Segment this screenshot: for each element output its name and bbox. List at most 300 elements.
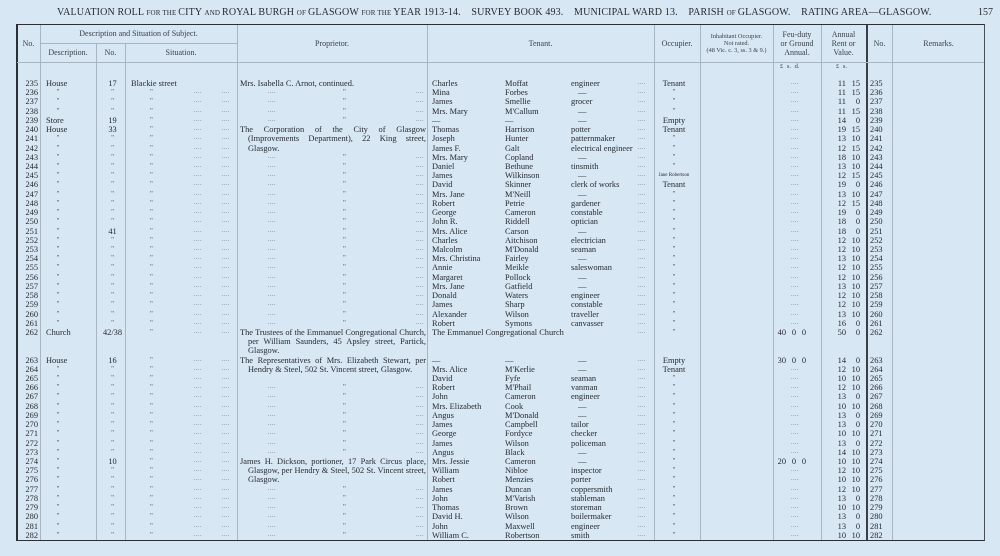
leader-dots: .... bbox=[638, 448, 646, 455]
proprietor: " bbox=[343, 521, 346, 530]
header-line: Annual. bbox=[784, 48, 810, 57]
tenant-occupation: clerk of works bbox=[571, 180, 620, 190]
table-row bbox=[0, 475, 1000, 484]
occupier: " bbox=[672, 244, 676, 253]
situation: " bbox=[150, 429, 153, 438]
tenant-surname: M'Phail bbox=[505, 383, 532, 393]
occupier: " bbox=[672, 512, 676, 521]
tenant-occupation: — bbox=[578, 152, 587, 162]
tenant-occupation: — bbox=[578, 401, 587, 411]
situation: " bbox=[150, 208, 153, 217]
occupier: " bbox=[672, 457, 676, 466]
leader-dots: .... bbox=[194, 402, 202, 409]
situation: " bbox=[150, 171, 153, 180]
rent-pounds: 10 bbox=[837, 457, 846, 467]
situation: " bbox=[150, 281, 153, 290]
description: " bbox=[56, 235, 60, 244]
proprietor: " bbox=[343, 208, 346, 217]
rent-pounds: 13 bbox=[837, 161, 846, 171]
rent-shillings: 0 bbox=[855, 493, 860, 503]
leader-dots: .... bbox=[638, 485, 646, 492]
feu-shillings: 0 bbox=[791, 327, 796, 337]
leader-dots: .... bbox=[194, 227, 202, 234]
entry-number-right: 252 bbox=[870, 235, 883, 245]
entry-number: 258 bbox=[25, 291, 38, 301]
leader-dots: .... bbox=[268, 236, 276, 243]
rent-pounds: 12 bbox=[837, 272, 846, 282]
table-row bbox=[0, 144, 1000, 153]
leader-dots: .... bbox=[416, 504, 424, 511]
leader-dots: .... bbox=[638, 328, 646, 335]
table-row bbox=[0, 310, 1000, 319]
leader-dots: .... bbox=[638, 504, 646, 511]
leader-dots: .... bbox=[194, 365, 202, 372]
entry-number: 263 bbox=[25, 355, 38, 365]
leader-dots: .... bbox=[222, 504, 230, 511]
feu-pounds: 40 bbox=[777, 327, 786, 337]
leader-dots: .... bbox=[222, 522, 230, 529]
leader-dots: .... bbox=[222, 421, 230, 428]
leader-dots: .... bbox=[638, 411, 646, 418]
leader-dots: .... bbox=[222, 430, 230, 437]
leader-dots: .... bbox=[194, 116, 202, 123]
tenant-occupation: — bbox=[578, 272, 587, 282]
leader-dots: .... bbox=[416, 107, 424, 114]
description: Church bbox=[46, 327, 71, 337]
description: " bbox=[56, 447, 60, 456]
proprietor: " bbox=[343, 171, 346, 180]
entry-number-right: 265 bbox=[870, 374, 883, 384]
tenant-occupation: — bbox=[578, 281, 587, 291]
tenant-surname: Black bbox=[505, 447, 525, 457]
leader-dots: .... bbox=[638, 264, 646, 271]
rent-shillings: 10 bbox=[851, 263, 860, 273]
tenant-occupation: checker bbox=[571, 429, 598, 439]
feu-pounds: 30 bbox=[777, 355, 786, 365]
tenant-occupation: canvasser bbox=[571, 318, 604, 328]
house-number: " bbox=[111, 475, 114, 484]
tenant-occupation: coppersmith bbox=[571, 484, 613, 494]
leader-dots: .... bbox=[638, 199, 646, 206]
leader-dots: .... bbox=[222, 218, 230, 225]
table-row bbox=[0, 392, 1000, 401]
rent-pounds: 11 bbox=[837, 106, 846, 116]
house-number: " bbox=[111, 466, 114, 475]
description: " bbox=[56, 318, 60, 327]
situation: " bbox=[150, 530, 153, 539]
tenant-first-name: Mrs. Mary bbox=[432, 106, 468, 116]
tenant-first-name: James bbox=[432, 171, 453, 181]
tenant-first-name: Mina bbox=[432, 88, 450, 98]
table-row bbox=[0, 263, 1000, 272]
leader-dots: .... bbox=[268, 485, 276, 492]
house-number: 19 bbox=[108, 115, 117, 125]
leader-dots: .... bbox=[268, 411, 276, 418]
leader-dots: .... bbox=[222, 144, 230, 151]
occupier: " bbox=[672, 327, 676, 336]
proprietor: " bbox=[343, 226, 346, 235]
entry-number: 281 bbox=[25, 521, 38, 531]
tenant-first-name: David bbox=[432, 374, 453, 384]
tenant-first-name: Annie bbox=[432, 263, 453, 273]
situation: " bbox=[150, 226, 153, 235]
description: " bbox=[56, 420, 60, 429]
description: " bbox=[56, 521, 60, 530]
table-row bbox=[0, 217, 1000, 226]
proprietor: " bbox=[343, 254, 346, 263]
tenant-occupation: vanman bbox=[571, 383, 598, 393]
header-description: Description. bbox=[48, 48, 88, 57]
tenant-surname: Aitchison bbox=[505, 235, 538, 245]
feu-duty: .... bbox=[791, 485, 799, 492]
occupier: " bbox=[672, 484, 676, 493]
header-tenant: Tenant. bbox=[528, 39, 553, 48]
feu-duty: .... bbox=[791, 402, 799, 409]
tenant-first-name: Robert bbox=[432, 198, 455, 208]
feu-pence: 0 bbox=[801, 457, 806, 467]
entry-number: 239 bbox=[25, 115, 38, 125]
leader-dots: .... bbox=[638, 522, 646, 529]
table-row bbox=[0, 300, 1000, 309]
title-segment: AND bbox=[204, 9, 223, 17]
entry-number-right: 268 bbox=[870, 401, 883, 411]
tenant-first-name: David H. bbox=[432, 512, 463, 522]
tenant-name: The Emmanuel Congregational Church bbox=[432, 327, 564, 337]
entry-number-right: 240 bbox=[870, 125, 883, 135]
leader-dots: .... bbox=[638, 190, 646, 197]
leader-dots: .... bbox=[416, 236, 424, 243]
proprietor: The Trustees of the Emmanuel Congregational Church, per William Saunders, 45 Apsley street, Partick, Glasgow. bbox=[240, 327, 426, 356]
tenant-occupation: potter bbox=[571, 125, 591, 135]
leader-dots: .... bbox=[416, 411, 424, 418]
proprietor: " bbox=[343, 115, 346, 124]
table-row bbox=[0, 327, 1000, 356]
entry-number-right: 282 bbox=[870, 530, 883, 540]
house-number: 42/38 bbox=[102, 327, 123, 337]
leader-dots: .... bbox=[222, 273, 230, 280]
table-row bbox=[0, 402, 1000, 411]
rent-pounds: 13 bbox=[837, 309, 846, 319]
rent-shillings: 15 bbox=[851, 143, 860, 153]
rent-pounds: 18 bbox=[837, 226, 846, 236]
situation: " bbox=[150, 272, 153, 281]
leader-dots: .... bbox=[268, 245, 276, 252]
proprietor: James H. Dickson, portioner, 17 Park Circus place, Glasgow, per Hendry & Steel, 502 St. Vincent street, Glasgow. bbox=[240, 457, 426, 485]
feu-duty: .... bbox=[791, 245, 799, 252]
rent-pounds: 14 bbox=[837, 115, 846, 125]
leader-dots: .... bbox=[268, 504, 276, 511]
proprietor: " bbox=[343, 410, 346, 419]
leader-dots: .... bbox=[638, 458, 646, 465]
leader-dots: .... bbox=[268, 162, 276, 169]
proprietor: " bbox=[343, 272, 346, 281]
tenant-occupation: stableman bbox=[571, 493, 605, 503]
tenant-first-name: John R. bbox=[432, 217, 458, 227]
occupier: " bbox=[672, 88, 676, 97]
leader-dots: .... bbox=[638, 430, 646, 437]
occupier: " bbox=[672, 318, 676, 327]
leader-dots: .... bbox=[194, 255, 202, 262]
tenant-first-name: Charles bbox=[432, 235, 458, 245]
leader-dots: .... bbox=[222, 513, 230, 520]
tenant-surname: Forbes bbox=[505, 88, 528, 98]
feu-duty: .... bbox=[791, 89, 799, 96]
rent-shillings: 10 bbox=[851, 466, 860, 476]
house-number: 41 bbox=[108, 226, 117, 236]
description: " bbox=[56, 410, 60, 419]
entry-number-right: 253 bbox=[870, 244, 883, 254]
tenant-surname: M'Donald bbox=[505, 244, 539, 254]
table-row bbox=[0, 190, 1000, 199]
tenant-surname: Cook bbox=[505, 401, 524, 411]
rent-pounds: 50 bbox=[837, 327, 846, 337]
title-segment: VALUATION ROLL bbox=[57, 7, 147, 18]
entry-number-right: 256 bbox=[870, 272, 883, 282]
table-row bbox=[0, 116, 1000, 125]
description: " bbox=[56, 438, 60, 447]
description: " bbox=[56, 244, 60, 253]
rent-pounds: 13 bbox=[837, 420, 846, 430]
leader-dots: .... bbox=[268, 494, 276, 501]
leader-dots: .... bbox=[638, 421, 646, 428]
leader-dots: .... bbox=[416, 513, 424, 520]
table-row bbox=[0, 494, 1000, 503]
feu-duty: .... bbox=[791, 476, 799, 483]
leader-dots: .... bbox=[194, 282, 202, 289]
leader-dots: .... bbox=[416, 199, 424, 206]
leader-dots: .... bbox=[194, 467, 202, 474]
leader-dots: .... bbox=[638, 116, 646, 123]
occupier: Empty bbox=[662, 355, 686, 365]
house-number: " bbox=[111, 244, 114, 253]
leader-dots: .... bbox=[638, 402, 646, 409]
description: House bbox=[46, 355, 68, 365]
tenant-first-name: David bbox=[432, 180, 453, 190]
leader-dots: .... bbox=[194, 430, 202, 437]
leader-dots: .... bbox=[222, 292, 230, 299]
description: " bbox=[56, 457, 60, 466]
occupier: " bbox=[672, 300, 676, 309]
house-number: " bbox=[111, 383, 114, 392]
occupier: " bbox=[672, 291, 676, 300]
tenant-first-name: Mrs. Alice bbox=[432, 226, 468, 236]
table-row bbox=[0, 512, 1000, 521]
leader-dots: .... bbox=[222, 172, 230, 179]
description: " bbox=[56, 309, 60, 318]
leader-dots: .... bbox=[222, 162, 230, 169]
rent-shillings: 10 bbox=[851, 272, 860, 282]
proprietor: " bbox=[343, 263, 346, 272]
rent-pounds: 10 bbox=[837, 530, 846, 540]
rent-shillings: 0 bbox=[855, 180, 860, 190]
feu-duty: .... bbox=[791, 467, 799, 474]
feu-pounds: 20 bbox=[777, 457, 786, 467]
tenant-occupation: policeman bbox=[571, 438, 606, 448]
occupier: " bbox=[672, 152, 676, 161]
leader-dots: .... bbox=[638, 209, 646, 216]
proprietor: " bbox=[343, 503, 346, 512]
leader-dots: .... bbox=[268, 181, 276, 188]
feu-duty: .... bbox=[791, 310, 799, 317]
tenant-first-name: James bbox=[432, 300, 453, 310]
entry-number: 274 bbox=[25, 457, 38, 467]
tenant-first-name: James bbox=[432, 97, 453, 107]
rent-pounds: 11 bbox=[837, 88, 846, 98]
feu-duty: .... bbox=[791, 273, 799, 280]
rent-shillings: 10 bbox=[851, 401, 860, 411]
proprietor: " bbox=[343, 392, 346, 401]
proprietor: " bbox=[343, 530, 346, 539]
situation: " bbox=[150, 198, 153, 207]
tenant-first-name: Mrs. Alice bbox=[432, 364, 468, 374]
leader-dots: .... bbox=[638, 319, 646, 326]
feu-duty: .... bbox=[791, 531, 799, 538]
situation: " bbox=[150, 217, 153, 226]
entry-number-right: 271 bbox=[870, 429, 883, 439]
tenant-first-name: Mrs. Jessie bbox=[432, 457, 470, 467]
table-row bbox=[0, 466, 1000, 475]
rent-pounds: 12 bbox=[837, 171, 846, 181]
occupier: " bbox=[672, 97, 676, 106]
feu-duty: .... bbox=[791, 116, 799, 123]
leader-dots: .... bbox=[194, 292, 202, 299]
leader-dots: .... bbox=[268, 319, 276, 326]
tenant-first-name: James bbox=[432, 420, 453, 430]
rent-shillings: 10 bbox=[851, 447, 860, 457]
leader-dots: .... bbox=[638, 107, 646, 114]
leader-dots: .... bbox=[194, 476, 202, 483]
feu-duty: .... bbox=[791, 255, 799, 262]
description: " bbox=[56, 512, 60, 521]
situation: " bbox=[150, 327, 153, 336]
tenant-first-name: Joseph bbox=[432, 134, 455, 144]
rent-pounds: 19 bbox=[837, 208, 846, 218]
entry-number-right: 260 bbox=[870, 309, 883, 319]
entry-number-right: 259 bbox=[870, 300, 883, 310]
house-number: " bbox=[111, 530, 114, 539]
tenant-occupation: engineer bbox=[571, 291, 600, 301]
feu-duty: .... bbox=[791, 292, 799, 299]
tenant-occupation: engineer bbox=[571, 521, 600, 531]
description: " bbox=[56, 152, 60, 161]
feu-duty: .... bbox=[791, 448, 799, 455]
leader-dots: .... bbox=[638, 301, 646, 308]
tenant-surname: Petrie bbox=[505, 198, 525, 208]
rent-shillings: 10 bbox=[851, 484, 860, 494]
leader-dots: .... bbox=[268, 513, 276, 520]
leader-dots: .... bbox=[222, 227, 230, 234]
occupier: Empty bbox=[662, 115, 686, 125]
tenant-surname: — bbox=[505, 115, 514, 125]
entry-number: 238 bbox=[25, 106, 38, 116]
house-number: " bbox=[111, 364, 114, 373]
rent-pounds: 19 bbox=[837, 180, 846, 190]
situation: " bbox=[150, 235, 153, 244]
feu-shillings: 0 bbox=[791, 355, 796, 365]
tenant-surname: M'Callum bbox=[505, 106, 539, 116]
tenant-first-name: John bbox=[432, 493, 448, 503]
leader-dots: .... bbox=[222, 485, 230, 492]
house-number: " bbox=[111, 143, 114, 152]
entry-number-right: 247 bbox=[870, 189, 883, 199]
proprietor: " bbox=[343, 97, 346, 106]
leader-dots: .... bbox=[416, 172, 424, 179]
occupier: " bbox=[672, 281, 676, 290]
occupier: " bbox=[672, 272, 676, 281]
situation: " bbox=[150, 401, 153, 410]
situation: " bbox=[150, 484, 153, 493]
leader-dots: .... bbox=[222, 384, 230, 391]
leader-dots: .... bbox=[416, 162, 424, 169]
feu-duty: .... bbox=[791, 393, 799, 400]
occupier: " bbox=[672, 530, 676, 539]
tenant-occupation: electrical engineer bbox=[571, 143, 633, 153]
leader-dots: .... bbox=[268, 421, 276, 428]
situation: " bbox=[150, 410, 153, 419]
table-row bbox=[0, 365, 1000, 374]
rent-shillings: 10 bbox=[851, 530, 860, 540]
tenant-surname: Copland bbox=[505, 152, 534, 162]
proprietor: " bbox=[343, 291, 346, 300]
house-number: " bbox=[111, 503, 114, 512]
house-number: " bbox=[111, 97, 114, 106]
entry-number-right: 277 bbox=[870, 484, 883, 494]
tenant-occupation: seaman bbox=[571, 374, 597, 384]
feu-duty: .... bbox=[791, 522, 799, 529]
leader-dots: .... bbox=[268, 439, 276, 446]
leader-dots: .... bbox=[638, 531, 646, 538]
house-number: " bbox=[111, 420, 114, 429]
proprietor: " bbox=[343, 429, 346, 438]
description: " bbox=[56, 180, 60, 189]
proprietor: " bbox=[343, 438, 346, 447]
rent-pounds: 13 bbox=[837, 410, 846, 420]
rent-pounds: 12 bbox=[837, 235, 846, 245]
rent-shillings: 10 bbox=[851, 291, 860, 301]
tenant-occupation: — bbox=[578, 410, 587, 420]
tenant-surname: Wilson bbox=[505, 309, 529, 319]
leader-dots: .... bbox=[638, 135, 646, 142]
leader-dots: .... bbox=[268, 190, 276, 197]
tenant-surname: Fordyce bbox=[505, 429, 533, 439]
leader-dots: .... bbox=[222, 467, 230, 474]
tenant-surname: Pollock bbox=[505, 272, 531, 282]
feu-duty: .... bbox=[791, 264, 799, 271]
tenant-surname: Carson bbox=[505, 226, 529, 236]
table-row bbox=[0, 291, 1000, 300]
leader-dots: .... bbox=[638, 227, 646, 234]
entry-number-right: 274 bbox=[870, 457, 883, 467]
situation: " bbox=[150, 420, 153, 429]
leader-dots: .... bbox=[222, 328, 230, 335]
leader-dots: .... bbox=[416, 116, 424, 123]
entry-number: 280 bbox=[25, 512, 38, 522]
table-row bbox=[0, 208, 1000, 217]
leader-dots: .... bbox=[416, 89, 424, 96]
entry-number-right: 278 bbox=[870, 493, 883, 503]
header-line: Rent or bbox=[831, 39, 856, 48]
header-line: Value. bbox=[833, 48, 854, 57]
leader-dots: .... bbox=[222, 531, 230, 538]
feu-duty: .... bbox=[791, 80, 799, 86]
proprietor: " bbox=[343, 152, 346, 161]
house-number: 16 bbox=[108, 355, 117, 365]
entry-number-right: 246 bbox=[870, 180, 883, 190]
situation: " bbox=[150, 447, 153, 456]
leader-dots: .... bbox=[416, 319, 424, 326]
feu-units: £ s. d. bbox=[780, 63, 800, 70]
entry-number: 260 bbox=[25, 309, 38, 319]
